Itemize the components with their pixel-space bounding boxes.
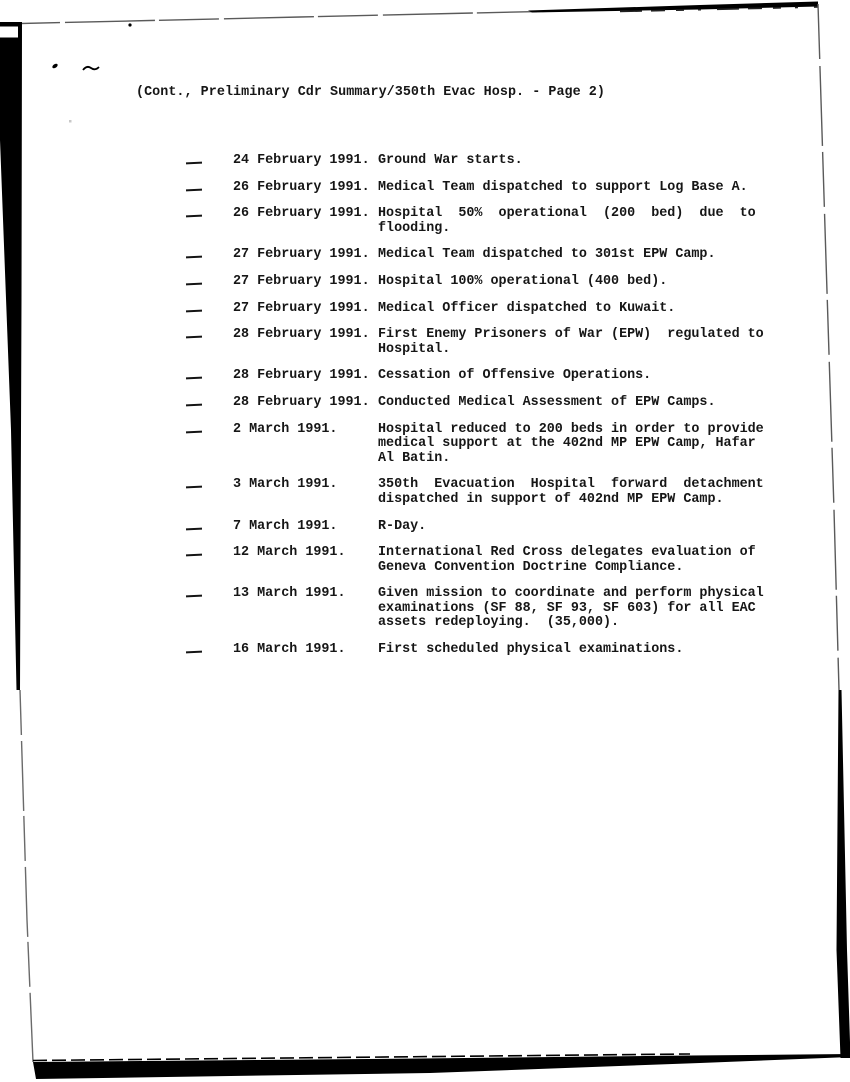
timeline-entry: [0, 396, 850, 411]
entry-date: 28 February 1991.: [233, 368, 370, 384]
entry-date: 28 February 1991.: [233, 327, 370, 343]
timeline-entry: [0, 302, 850, 317]
description-line: Medical Team dispatched to 301st EPW Camp.: [378, 247, 716, 263]
description-line: First Enemy Prisoners of War (EPW) regulated to: [378, 327, 764, 343]
description-line: Given mission to coordinate and perform physical: [378, 586, 764, 602]
description-line: dispatched in support of 402nd MP EPW Camp.: [378, 491, 724, 507]
entry-dash-mark: [186, 430, 202, 433]
entry-dash-mark: [186, 527, 202, 530]
entry-date: 3 March 1991.: [233, 477, 338, 493]
timeline-entry: [0, 478, 850, 507]
entry-dash-mark: [186, 377, 202, 380]
description-line: First scheduled physical examinations.: [378, 642, 684, 658]
description-line: R-Day.: [378, 518, 427, 534]
timeline-entry: [0, 369, 850, 384]
entry-date: 12 March 1991.: [233, 545, 346, 561]
entry-date: 26 February 1991.: [233, 179, 370, 195]
entry-dash-mark: [186, 336, 202, 339]
entry-description: [378, 643, 850, 658]
entry-description: [378, 546, 850, 575]
entry-description: [378, 396, 850, 411]
entry-description: [378, 302, 850, 317]
entry-description: [378, 275, 850, 290]
entry-description: [378, 248, 850, 263]
timeline-entry: [0, 248, 850, 263]
entry-dash-mark: [186, 283, 202, 286]
description-line: Medical Team dispatched to support Log Base A.: [378, 179, 748, 195]
entry-date: 27 February 1991.: [233, 247, 370, 263]
timeline-entry: [0, 328, 850, 357]
timeline-entry: [0, 207, 850, 236]
description-line: flooding.: [378, 220, 451, 236]
description-line: Hospital.: [378, 341, 451, 357]
entry-date: 27 February 1991.: [233, 273, 370, 289]
entry-date: 26 February 1991.: [233, 206, 370, 222]
timeline-entry: [0, 154, 850, 169]
entry-description: [378, 520, 850, 535]
description-line: Hospital reduced to 200 beds in order to provide: [378, 421, 764, 437]
entry-date: 2 March 1991.: [233, 421, 338, 437]
entry-description: [378, 423, 850, 467]
description-line: Al Batin.: [378, 450, 451, 466]
timeline: [0, 154, 850, 670]
entry-description: [378, 154, 850, 169]
entry-dash-mark: [186, 162, 202, 165]
entry-dash-mark: [186, 486, 202, 489]
description-line: medical support at the 402nd MP EPW Camp, Hafar: [378, 436, 756, 452]
entry-dash-mark: [186, 188, 202, 191]
entry-description: [378, 328, 850, 357]
entry-dash-mark: [186, 309, 202, 312]
description-line: Ground War starts.: [378, 153, 523, 168]
description-line: Conducted Medical Assessment of EPW Camps.: [378, 394, 716, 410]
entry-date: 13 March 1991.: [233, 586, 346, 602]
entry-dash-mark: [186, 554, 202, 557]
description-line: examinations (SF 88, SF 93, SF 603) for all EAC: [378, 600, 756, 616]
entry-dash-mark: [186, 215, 202, 218]
entry-description: [378, 587, 850, 631]
timeline-entry: [0, 546, 850, 575]
entry-description: [378, 369, 850, 384]
description-line: Geneva Convention Doctrine Compliance.: [378, 559, 684, 575]
description-line: Hospital 100% operational (400 bed).: [378, 273, 668, 289]
description-line: assets redeploying. (35,000).: [378, 615, 620, 631]
entry-date: 28 February 1991.: [233, 394, 370, 410]
entry-date: 27 February 1991.: [233, 300, 370, 316]
entry-description: [378, 207, 850, 236]
description-line: Hospital 50% operational (200 bed) due to: [378, 206, 756, 222]
timeline-entry: [0, 643, 850, 658]
entry-description: [378, 181, 850, 196]
description-line: International Red Cross delegates evaluation of: [378, 545, 756, 561]
description-line: Cessation of Offensive Operations.: [378, 368, 652, 384]
entry-dash-mark: [186, 651, 202, 654]
entry-dash-mark: [186, 595, 202, 598]
timeline-entry: [0, 181, 850, 196]
timeline-entry: [0, 423, 850, 467]
description-line: 350th Evacuation Hospital forward detachment: [378, 477, 764, 493]
entry-dash-mark: [186, 404, 202, 407]
timeline-entry: [0, 587, 850, 631]
entry-date: 7 March 1991.: [233, 518, 338, 534]
entry-date: 24 February 1991.: [233, 153, 370, 168]
entry-dash-mark: [186, 256, 202, 259]
timeline-entry: [0, 520, 850, 535]
description-line: Medical Officer dispatched to Kuwait.: [378, 300, 676, 316]
timeline-entry: [0, 275, 850, 290]
entry-description: [378, 478, 850, 507]
page-title: (Cont., Preliminary Cdr Summary/350th Evac Hosp. - Page 2): [136, 85, 605, 100]
entry-date: 16 March 1991.: [233, 642, 346, 658]
